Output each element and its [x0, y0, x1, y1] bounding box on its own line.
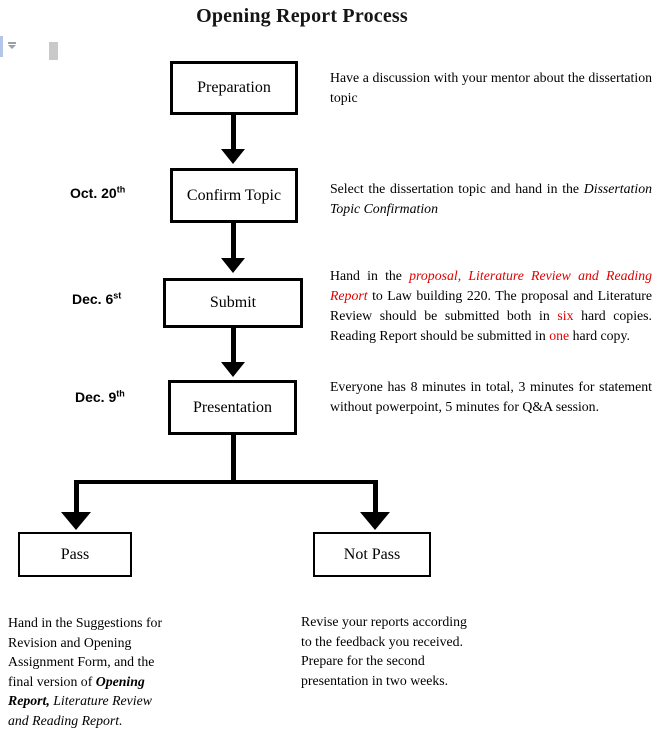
desc-submit [330, 266, 652, 346]
desc-confirm-topic [330, 179, 652, 219]
desc-submit-s1: Hand in the [330, 268, 410, 283]
date-submit-ordinal: st [113, 290, 122, 301]
desc-preparation [330, 68, 652, 108]
date-confirm-ordinal: th [116, 184, 126, 195]
node-confirm-topic-label: Confirm Topic [186, 186, 282, 204]
desc-confirm-normal: Select the dissertation topic and hand in the [330, 181, 584, 196]
node-preparation [170, 61, 298, 115]
node-pass-label: Pass [60, 545, 90, 563]
date-label-submit [72, 291, 121, 307]
pass-note-normal: Hand in the Suggestions for Revision and Opening Assignment Form, and the final version of [8, 615, 163, 689]
branch-horizontal-line [74, 480, 378, 484]
arrow-2-head-icon [221, 258, 245, 273]
node-presentation-label: Presentation [192, 398, 273, 416]
node-presentation [168, 380, 297, 435]
toolbar-fragment-icon [0, 36, 3, 57]
dropdown-arrow-icon[interactable] [7, 42, 17, 50]
node-preparation-label: Preparation [197, 79, 271, 96]
date-confirm-main: Oct. 20 [70, 185, 117, 201]
date-submit-main: Dec. 6 [72, 291, 114, 307]
branch-stem [231, 435, 236, 484]
date-label-confirm-topic [70, 185, 125, 201]
desc-presentation [330, 377, 652, 417]
pass-note-italic: Literature Review and Reading Report. [8, 693, 152, 728]
arrow-1-head-icon [221, 149, 245, 164]
node-not-pass-label: Not Pass [343, 545, 401, 563]
node-submit [163, 278, 303, 328]
desc-submit-one: one [549, 328, 570, 343]
not-pass-note-text: Revise your reports according to the feedback you received. Prepare for the second presentation in two weeks. [301, 614, 467, 688]
arrow-3-head-icon [221, 362, 245, 377]
branch-left-arrow-head-icon [61, 512, 91, 530]
cursor-block-artifact [49, 42, 58, 60]
desc-presentation-text: Everyone has 8 minutes in total, 3 minutes for statement without powerpoint, 5 minutes for Q&A session. [330, 379, 652, 414]
pass-note [8, 613, 176, 730]
branch-left-stem [74, 480, 79, 513]
desc-submit-s5: hard copies. Reading Report should be submitted in [330, 308, 652, 343]
node-submit-label: Submit [209, 294, 257, 311]
date-label-presentation [75, 389, 125, 405]
date-presentation-ordinal: th [116, 388, 125, 399]
desc-confirm-italic: Dissertation Topic Confirmation [330, 181, 652, 216]
desc-preparation-text: Have a discussion with your mentor about the dissertation topic [330, 70, 652, 105]
pass-note-bold-italic: Opening Report, [8, 673, 145, 708]
node-not-pass [313, 532, 431, 577]
branch-right-arrow-head-icon [360, 512, 390, 530]
desc-submit-red-italic: proposal, Literature Review and Reading Report [330, 268, 653, 303]
node-confirm-topic [170, 168, 298, 223]
arrow-2-stem [231, 223, 236, 258]
arrow-1-stem [231, 115, 236, 149]
dropdown-arrow-bar [8, 42, 16, 44]
branch-right-stem [373, 480, 378, 513]
not-pass-note [301, 612, 475, 690]
date-presentation-main: Dec. 9 [75, 389, 117, 405]
desc-submit-s7: hard copy. [569, 328, 630, 343]
node-pass [18, 532, 132, 577]
desc-submit-s3: to Law building 220. The proposal and Literature Review should be submitted both in [330, 288, 652, 323]
arrow-3-stem [231, 328, 236, 362]
desc-submit-six: six [557, 308, 574, 323]
page-title: Opening Report Process [196, 5, 408, 27]
dropdown-arrow-triangle [8, 45, 16, 49]
